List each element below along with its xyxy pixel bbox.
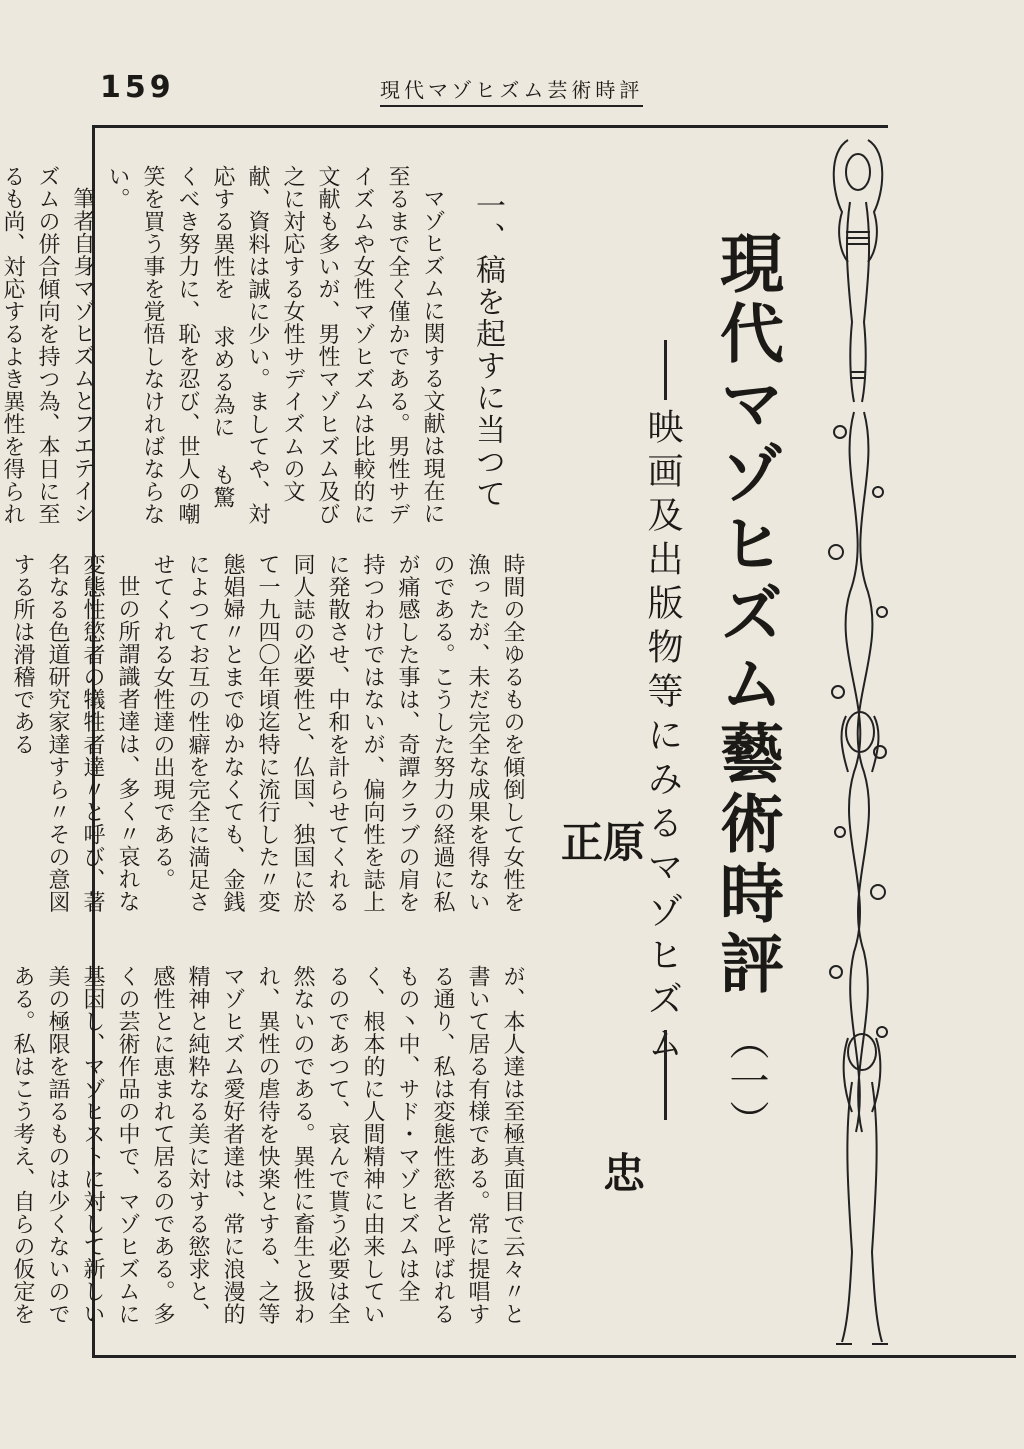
top-figure-head	[846, 154, 870, 190]
paragraph: 世の所謂識者達は、多く〃哀れな変態性慾者の犠牲者達〃と呼び、著名なる色道研究家達すら〃その意図する所は滑稽である	[10, 553, 140, 913]
page-number: 159	[100, 70, 175, 105]
vine-bead	[834, 426, 846, 438]
author-name: 原 忠 正	[555, 820, 646, 1313]
article-title: 現代マゾヒズム藝術時評	[709, 230, 784, 1000]
running-header: 現代マゾヒズム芸術時評	[380, 74, 643, 107]
subtitle-rule-bottom	[664, 1030, 667, 1120]
article-subtitle: 映画及出版物等にみるマゾヒズム	[642, 408, 683, 1068]
paragraph: 時間の全ゆるものを傾倒して女性を漁ったが、未だ完全な成果を得ないのである。こうした努力の経過に私が痛感した事は、奇譚クラブの肩を持つわけではないが、偏向性を誌上に発散させ、中和を計らせてくれる同人誌の必要性と、仏国、独国に於て一九四〇年頃迄特に流行した〃変態娼婦〃とまでゆかなくても、金銭によつてお互の性癖を完全に満足させてくれる女性達の出現である。	[150, 553, 525, 913]
vine-bead	[877, 1027, 887, 1037]
vine-bead	[871, 885, 885, 899]
article-part-number: （一）	[723, 1020, 769, 1140]
vine-bead	[829, 545, 843, 559]
vine-bead	[877, 607, 887, 617]
vine-bead	[835, 827, 845, 837]
vine-stalk-2	[858, 412, 873, 1132]
bottom-figure-body	[842, 1082, 882, 1342]
vine-bead	[830, 966, 842, 978]
paragraph: 筆者自身マゾヒズムとフエテイシズムの併合傾向を持つ為、本日に至るも尚、対応するよき異性を得られ	[0, 165, 95, 525]
body-text-middle	[10, 553, 530, 928]
frame-bottom-rule	[92, 1355, 1016, 1358]
frame-top-rule	[92, 125, 888, 128]
paragraph: マゾヒズムに関する文献は現在に至るまで全く僅かである。男性サデイズムや女性マゾヒズムは比較的に文献も多いが、男性マゾヒズム及び之に対応する女性サデイズムの文献、資料は誠に少い。ましてや、対応する異性を 求める為に も驚くべき努力に、恥を忍び、世人の嘲笑を買う事を覚悟しなければならない。	[105, 165, 445, 525]
vine-bead	[832, 686, 844, 698]
section-heading: 一、稿を起すに当つて	[470, 190, 505, 510]
vine-bead	[873, 487, 883, 497]
body-text-top	[0, 165, 450, 530]
decorative-figures-illustration	[818, 132, 900, 1352]
body-text-bottom	[10, 965, 530, 1340]
subtitle-rule-top	[664, 340, 667, 400]
paragraph: が、本人達は至極真面目で云々〃と書いて居る有様である。常に提唱する通り、私は変態性慾者と呼ばれるもの丶中、サド・マゾヒズムは全く、根本的に人間精神に由来しているのであつて、哀んで貰う必要は全然ないのである。異性に畜生と扱われ、異性の虐待を快楽とする、之等マゾヒズム愛好者達は、常に浪漫的精神と純粋なる美に対する慾求と、感性とに恵まれて居るのである。多くの芸術作品の中で、マゾヒズムに基因し、マゾヒストに対して新しい美の極限を語るものは少くないのである。私はこう考え、自らの仮定を	[10, 965, 525, 1325]
subtitle-group	[640, 340, 690, 1120]
